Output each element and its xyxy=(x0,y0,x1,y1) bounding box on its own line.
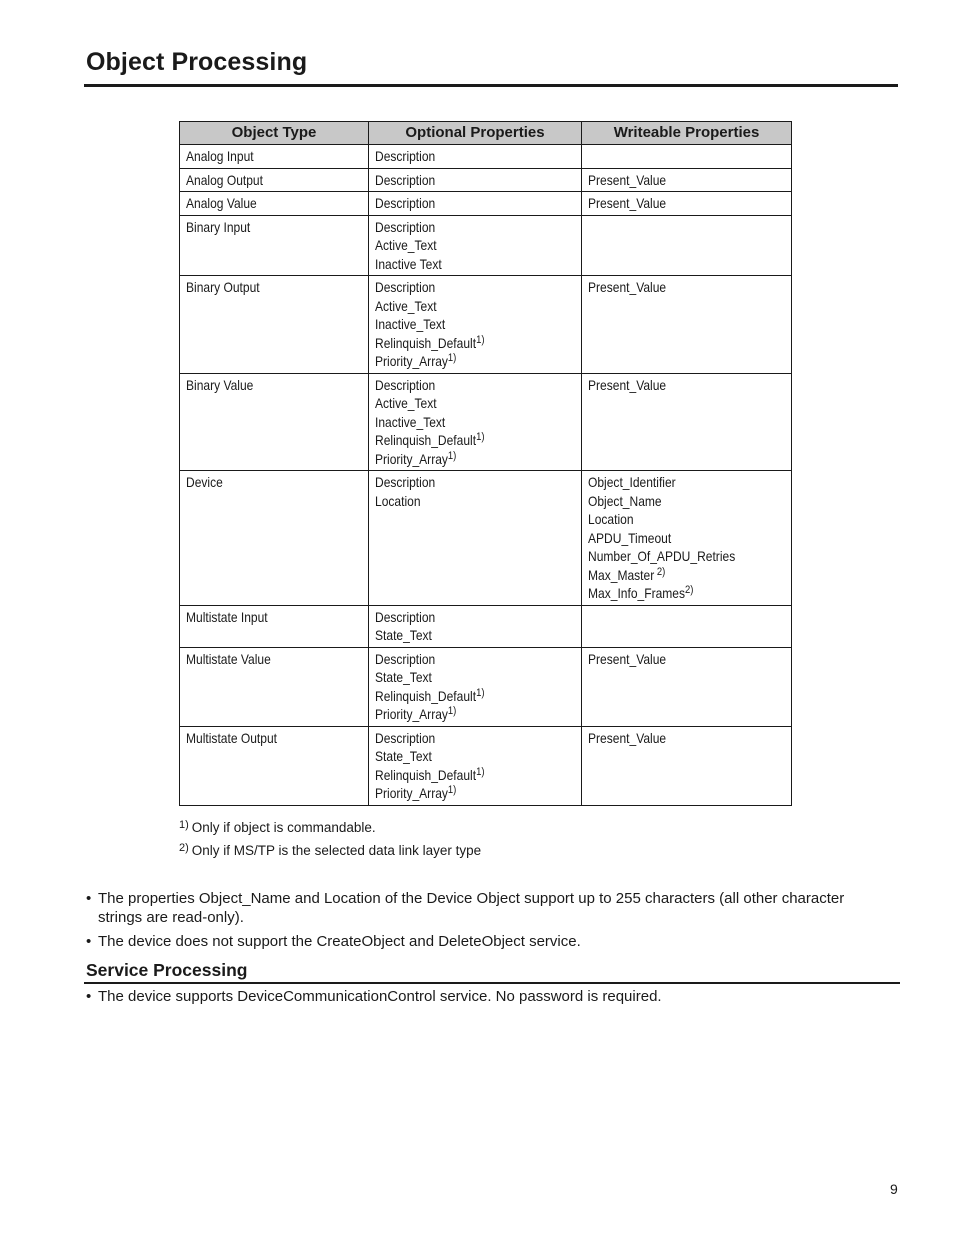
table-body xyxy=(180,145,792,806)
cell-object-type xyxy=(180,192,369,216)
cell-optional-properties xyxy=(369,605,582,647)
property-name: Present_Value xyxy=(588,195,667,211)
table-row xyxy=(180,647,792,726)
property-list xyxy=(375,194,547,213)
property-item xyxy=(375,218,547,237)
table-row xyxy=(180,215,792,276)
property-item xyxy=(375,352,547,371)
property-list xyxy=(588,376,757,395)
property-item xyxy=(375,394,547,413)
footnote-reference: 1) xyxy=(476,333,485,346)
cell-writeable-properties xyxy=(582,373,792,471)
property-name: Description xyxy=(375,474,436,490)
object-type-label: Binary Output xyxy=(186,279,260,295)
property-name: Description xyxy=(375,279,436,295)
property-item xyxy=(375,729,547,748)
property-item xyxy=(375,297,547,316)
property-name: Active_Text xyxy=(375,297,437,314)
property-list xyxy=(375,171,547,190)
table-row xyxy=(180,373,792,471)
property-name: Description xyxy=(375,195,436,211)
footnote-text: Only if object is commandable. xyxy=(191,820,376,835)
property-item xyxy=(375,626,547,645)
cell-optional-properties xyxy=(369,192,582,216)
column-header-object-type: Object Type xyxy=(180,122,369,145)
property-item xyxy=(375,334,547,353)
property-name: Object_Name xyxy=(588,492,662,509)
cell-optional-properties xyxy=(369,168,582,192)
object-notes-list xyxy=(86,889,866,956)
footnote-mark: 2) xyxy=(179,842,189,854)
property-name: Description xyxy=(375,729,436,746)
property-item xyxy=(588,729,757,748)
table-row xyxy=(180,726,792,805)
table-header-row xyxy=(180,122,792,145)
cell-optional-properties xyxy=(369,726,582,805)
table-row xyxy=(180,145,792,169)
property-item xyxy=(375,450,547,469)
property-item xyxy=(588,376,757,395)
table-row xyxy=(180,471,792,606)
property-name: Object_Identifier xyxy=(588,474,676,490)
property-item xyxy=(375,492,547,511)
property-name: Inactive_Text xyxy=(375,316,446,332)
property-item xyxy=(588,529,757,548)
property-name: Priority_Array xyxy=(375,353,448,369)
property-item xyxy=(375,278,547,297)
object-type-label: Binary Value xyxy=(186,376,254,393)
cell-optional-properties xyxy=(369,647,582,726)
property-name: Present_Value xyxy=(588,279,667,295)
property-item xyxy=(375,376,547,395)
list-item: • The device does not support the CreateObject and DeleteObject service. xyxy=(86,932,866,951)
table-row xyxy=(180,192,792,216)
property-name: Description xyxy=(375,650,436,667)
property-list xyxy=(375,608,547,645)
property-list xyxy=(375,218,547,274)
property-name: Present_Value xyxy=(588,376,667,393)
property-name: Relinquish_Default xyxy=(375,334,477,351)
object-type-label: Analog Output xyxy=(186,171,263,188)
property-item xyxy=(588,473,757,492)
property-name: Present_Value xyxy=(588,650,667,667)
property-item xyxy=(588,584,757,603)
property-name: State_Text xyxy=(375,627,432,643)
cell-object-type xyxy=(180,726,369,805)
cell-object-type xyxy=(180,605,369,647)
cell-object-type xyxy=(180,168,369,192)
list-item: • The device supports DeviceCommunicationControl service. No password is required. xyxy=(86,987,866,1006)
property-item xyxy=(375,668,547,687)
page-number: 9 xyxy=(890,1181,898,1197)
section-divider xyxy=(84,982,900,984)
property-name: Active_Text xyxy=(375,237,437,253)
cell-writeable-properties xyxy=(582,471,792,606)
property-name: Description xyxy=(375,218,436,235)
footnote-reference: 1) xyxy=(447,449,457,462)
object-type-label: Multistate Output xyxy=(186,729,278,746)
property-name: Description xyxy=(375,148,436,164)
cell-object-type xyxy=(180,373,369,471)
cell-writeable-properties xyxy=(582,726,792,805)
property-list xyxy=(588,650,757,669)
service-notes-list xyxy=(86,987,866,1011)
list-item: • The properties Object_Name and Location of the Device Object support up to 255 characters (all other character strings are read-only). xyxy=(86,889,866,927)
property-list xyxy=(588,729,757,748)
cell-writeable-properties xyxy=(582,276,792,374)
property-name: Priority_Array xyxy=(375,785,448,801)
property-name: Inactive Text xyxy=(375,255,442,272)
footnote-commandable xyxy=(179,816,481,839)
table-row xyxy=(180,168,792,192)
property-list xyxy=(588,473,757,603)
cell-object-type xyxy=(180,215,369,276)
footnote-reference: 1) xyxy=(447,705,457,717)
property-item xyxy=(375,747,547,766)
property-name: Location xyxy=(588,511,634,527)
cell-writeable-properties xyxy=(582,215,792,276)
cell-object-type xyxy=(180,276,369,374)
table-row xyxy=(180,276,792,374)
object-type-label: Multistate Value xyxy=(186,650,271,667)
section-title-service-processing: Service Processing xyxy=(86,960,248,980)
property-item xyxy=(588,492,757,511)
property-item xyxy=(375,687,547,706)
property-item xyxy=(375,255,547,274)
column-header-optional-properties: Optional Properties xyxy=(369,122,582,145)
object-properties-table xyxy=(179,121,792,806)
cell-optional-properties xyxy=(369,471,582,606)
property-name: Description xyxy=(375,608,436,625)
object-type-label: Device xyxy=(186,474,223,490)
cell-optional-properties xyxy=(369,373,582,471)
footnote-reference: 1) xyxy=(447,784,457,796)
cell-writeable-properties xyxy=(582,192,792,216)
cell-writeable-properties xyxy=(582,605,792,647)
footnote-mark: 1) xyxy=(179,819,189,831)
property-list xyxy=(588,194,757,213)
property-name: Relinquish_Default xyxy=(375,432,477,448)
property-name: State_Text xyxy=(375,669,432,685)
property-name: Max_Info_Frames xyxy=(588,585,686,601)
property-name: Max_Master xyxy=(588,566,655,583)
property-list xyxy=(375,650,547,724)
property-list xyxy=(375,147,547,166)
title-divider xyxy=(84,84,898,87)
property-name: Priority_Array xyxy=(375,706,448,722)
property-list xyxy=(375,278,547,371)
property-item xyxy=(375,431,547,450)
property-item xyxy=(375,705,547,724)
cell-object-type xyxy=(180,471,369,606)
property-name: Priority_Array xyxy=(375,450,448,467)
object-type-label: Multistate Input xyxy=(186,608,268,625)
property-name: Number_Of_APDU_Retries xyxy=(588,548,736,564)
property-item xyxy=(375,413,547,432)
property-item xyxy=(588,510,757,529)
property-list xyxy=(588,171,757,190)
cell-optional-properties xyxy=(369,276,582,374)
property-item xyxy=(375,315,547,334)
property-name: Location xyxy=(375,492,421,509)
cell-writeable-properties xyxy=(582,168,792,192)
property-name: APDU_Timeout xyxy=(588,529,672,546)
table-row xyxy=(180,605,792,647)
property-item xyxy=(588,650,757,669)
property-item xyxy=(375,784,547,803)
property-item xyxy=(588,547,757,566)
cell-optional-properties xyxy=(369,215,582,276)
footnote-reference: 1) xyxy=(447,352,457,364)
property-item xyxy=(588,194,757,213)
property-item xyxy=(375,147,547,166)
property-item xyxy=(375,473,547,492)
property-item xyxy=(375,608,547,627)
cell-object-type xyxy=(180,145,369,169)
property-item xyxy=(375,766,547,785)
footnotes xyxy=(179,816,481,862)
property-name: Description xyxy=(375,376,436,393)
property-name: Inactive_Text xyxy=(375,413,446,430)
footnote-mstp xyxy=(179,839,481,862)
footnote-reference: 2) xyxy=(656,565,666,578)
property-item xyxy=(375,194,547,213)
column-header-writeable-properties: Writeable Properties xyxy=(582,122,792,145)
footnote-reference: 1) xyxy=(476,431,485,443)
object-type-label: Binary Input xyxy=(186,218,251,235)
property-name: Relinquish_Default xyxy=(375,687,477,704)
property-name: State_Text xyxy=(375,748,432,764)
footnote-reference: 1) xyxy=(476,765,485,778)
property-list xyxy=(375,473,547,510)
property-list xyxy=(375,376,547,469)
object-type-label: Analog Input xyxy=(186,148,254,164)
cell-object-type xyxy=(180,647,369,726)
object-type-label: Analog Value xyxy=(186,195,257,211)
property-item xyxy=(375,236,547,255)
cell-writeable-properties xyxy=(582,145,792,169)
property-item xyxy=(588,171,757,190)
property-list xyxy=(588,278,757,297)
property-name: Present_Value xyxy=(588,171,667,188)
property-name: Present_Value xyxy=(588,729,667,746)
cell-writeable-properties xyxy=(582,647,792,726)
property-item xyxy=(588,566,757,585)
page-title: Object Processing xyxy=(86,48,308,76)
property-name: Description xyxy=(375,171,436,188)
property-item xyxy=(588,278,757,297)
property-item xyxy=(375,650,547,669)
footnote-reference: 1) xyxy=(476,686,485,699)
footnote-reference: 2) xyxy=(685,584,694,596)
property-item xyxy=(375,171,547,190)
footnote-text: Only if MS/TP is the selected data link layer type xyxy=(191,843,482,858)
property-list xyxy=(375,729,547,803)
property-name: Relinquish_Default xyxy=(375,766,477,783)
property-name: Active_Text xyxy=(375,395,437,411)
cell-optional-properties xyxy=(369,145,582,169)
